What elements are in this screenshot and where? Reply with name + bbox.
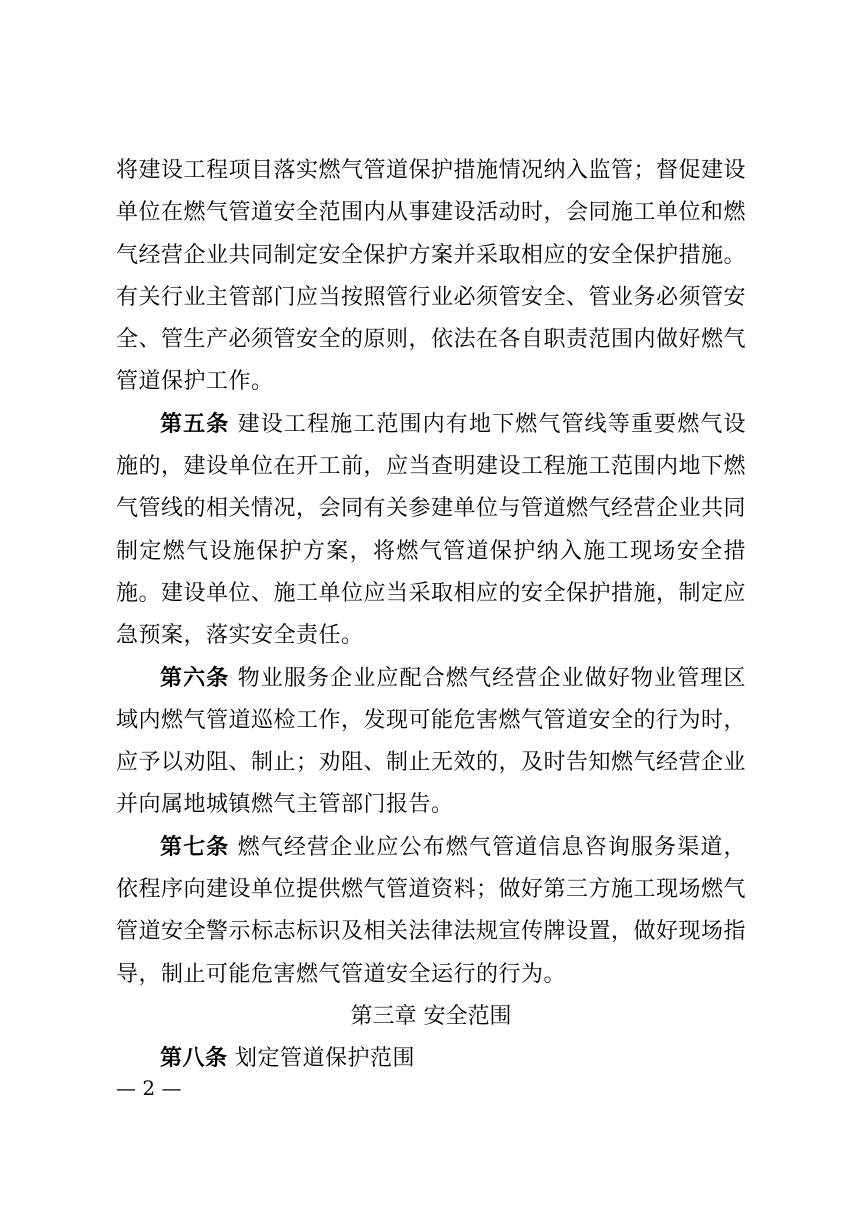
article-text: 物业服务企业应配合燃气经营企业做好物业管理区域内燃气管道巡检工作，发现可能危害燃气管道安全的行为时，应予以劝阻、制止；劝阻、制止无效的，及时告知燃气经营企业并向属地城镇燃气主管部门报告。	[116, 665, 747, 818]
paragraph-continuation	[116, 150, 746, 404]
paragraph-text: 将建设工程项目落实燃气管道保护措施情况纳入监管；督促建设单位在燃气管道安全范围内从事建设活动时，会同施工单位和燃气经营企业共同制定安全保护方案并采取相应的安全保护措施。有关行业主管部门应当按照管行业必须管安全、管业务必须管安全、管生产必须管安全的原则，依法在各自职责范围内做好燃气管道保护工作。	[116, 158, 747, 395]
article-number: 第八条	[160, 1046, 228, 1072]
article-number: 第七条	[160, 834, 230, 860]
article-text: 燃气经营企业应公布燃气管道信息咨询服务渠道，依程序向建设单位提供燃气管道资料；做好第三方施工现场燃气管道安全警示标志标识及相关法律法规宣传牌设置，做好现场指导，制止可能危害燃气管道安全运行的行为。	[116, 834, 747, 987]
page-number: — 2 —	[116, 1076, 182, 1100]
article-number: 第五条	[160, 411, 230, 437]
article-8-paragraph	[116, 1038, 746, 1080]
article-text: 划定管道保护范围	[235, 1046, 416, 1072]
article-7-paragraph	[116, 827, 746, 996]
document-page	[116, 150, 746, 1081]
article-text: 建设工程施工范围内有地下燃气管线等重要燃气设施的，建设单位在开工前，应当查明建设工程施工范围内地下燃气管线的相关情况，会同有关参建单位与管道燃气经营企业共同制定燃气设施保护方案，将燃气管道保护纳入施工现场安全措施。建设单位、施工单位应当采取相应的安全保护措施，制定应急预案，落实安全责任。	[116, 411, 747, 649]
article-number: 第六条	[160, 665, 230, 691]
chapter-heading: 第三章 安全范围	[350, 1003, 512, 1029]
article-6-paragraph	[116, 658, 746, 827]
article-5-paragraph	[116, 404, 746, 658]
